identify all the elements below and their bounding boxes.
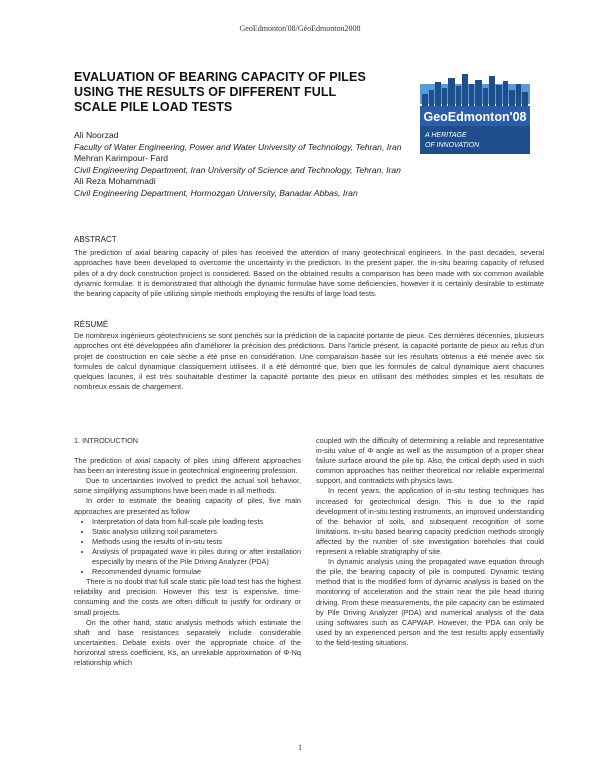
paper-title: EVALUATION OF BEARING CAPACITY OF PILES USING THE RESULTS OF DIFFERENT FULL SCALE PILE LOAD TESTS: [74, 70, 366, 114]
body-paragraph: The prediction of axial capacity of piles using different approaches has been an interesting issue in geotechnical engineering profession.: [74, 456, 301, 476]
section-heading-introduction: 1. INTRODUCTION: [74, 436, 139, 445]
list-item: • Recommended dynamic formulae: [92, 567, 301, 577]
resume-text: De nombreux ingénieurs géotechniciens se sont penchés sur la prédiction de la capacité portante de pieux. Ces dernières décennies, plusieurs approches ont été développées afin d'améliorer la précision des prédictions. Dans l'article présent, la capacité portante de pieux au refus d'un projet de construction en cale sèche a été prise en considération. Une comparaison basée sur les résultats obtenus a été menée avec six formules de calcul dynamique classiquement utilisées. Il a été démontré que, bien que les formules de calcul dynamique aient chacunes quelques lacunes, il est très souhaitable d'estimer la capacité portante des pieux en utilisant des méthodes simples et les résultats de nombreux essais de chargement.: [74, 331, 544, 392]
author-affiliation: Civil Engineering Department, Hormozgan University, Banadar Abbas, Iran: [74, 187, 358, 198]
body-paragraph: In order to estimate the bearing capacity of piles, five main approaches are presented as follow: [74, 496, 301, 516]
body-paragraph: coupled with the difficulty of determining a reliable and representative in-situ value of Φ angle as well as the assumption of a proper shear failure surface around the pile tip. Also, the critical depth used in such common approaches has neither theoretical nor reliable experimental support, and contradicts with physics laws.: [316, 436, 544, 486]
author-name: Ali Reza Mohammadi: [74, 176, 156, 186]
body-paragraph: In recent years, the application of in-situ testing techniques has increased for geotechnical design. This is due to the rapid development of in-situ testing instruments, an improved understanding of the behavior of soils, and subsequent recognition of some limitations. In-situ based bearing capacity prediction methods strongly affected by the number of site investigation boreholes that could represent a reliable stratigraphy of site.: [316, 486, 544, 557]
body-paragraph: Due to uncertainties involved to predict the actual soil behavior, some simplifying assumptions have been made in all methods.: [74, 476, 301, 496]
abstract-text: The prediction of axial bearing capacity of piles has received the attention of many geotechnical engineers. In the past decades, several approaches have been developed to overcome the uncertainty in the prediction. In the present paper, the in-situ bearing capacity of refused piles of a dry dock construction project is considered. Based on the obtained results a comparison has been made with six common available dynamic formulae. It is demonstrated that although the dynamic formulae have some deficiencies, however it is certainly desirable to estimate the bearing capacity of pile utilizing simple methods employing the results of large load tests.: [74, 248, 544, 299]
abstract-heading: ABSTRACT: [74, 235, 117, 244]
list-item: • Methods using the results of in-situ tests: [92, 537, 301, 547]
author-name: Ali Noorzad: [74, 130, 119, 140]
body-paragraph: On the other hand, static analysis methods which estimate the shaft and base resistances separately include considerable uncertainties. Debate exists over the appropriate choice of the horizontal stress coefficient, Ks, an unreliable approximation of Φ-Nq relationship which: [74, 617, 301, 667]
body-paragraph: There is no doubt that full scale static pile load test has the highest reliability and precision. However this test is expensive, time-consuming and the costs are often difficult to justify for ordinary or small projects.: [74, 577, 301, 617]
list-item: • Analysis of propagated wave in piles during or after installation especially by means of the Pile Driving Analyzer (PDA): [92, 547, 301, 567]
approach-list: [74, 517, 301, 578]
author-name: Mehran Karimpour- Fard: [74, 153, 169, 163]
list-item: • Static analysis utilizing soil parameters: [92, 527, 301, 537]
logo-tagline-2: OF INNOVATION: [425, 142, 480, 149]
page-number: 1: [298, 743, 302, 752]
body-column-right: [316, 436, 544, 648]
list-item: • Interpretation of data from full-scale pile loading tests: [92, 517, 301, 527]
author-affiliation: Faculty of Water Engineering, Power and Water University of Technology, Tehran, Iran: [74, 141, 402, 152]
author-block: [74, 130, 544, 199]
author-affiliation: Civil Engineering Department, Iran University of Science and Technology, Tehran, Iran: [74, 164, 401, 175]
body-column-left: [74, 436, 301, 668]
resume-heading: RÉSUMÉ: [74, 320, 109, 329]
body-paragraph: In dynamic analysis using the propagated wave equation through the pile, the bearing capacity of pile is computed. Dynamic testing method that is the modified form of dynamic analysis is based on the monitoring of acceleration and the strain near the pile head during driving. From these measurements, the pile capacity can be estimated by Pile Driving Analyzer (PDA) and numerical analysis of the data using softwares such as CAPWAP. However, the PDA can only be used by an experienced person and the test results apply essentially to the field-testing situations.: [316, 557, 544, 647]
running-header: GeoEdmonton'08/GéoEdmonton2008: [239, 24, 361, 33]
logo-brand: GeoEdmonton'08: [423, 110, 527, 124]
logo-tagline-1: A HERITAGE: [425, 132, 467, 139]
